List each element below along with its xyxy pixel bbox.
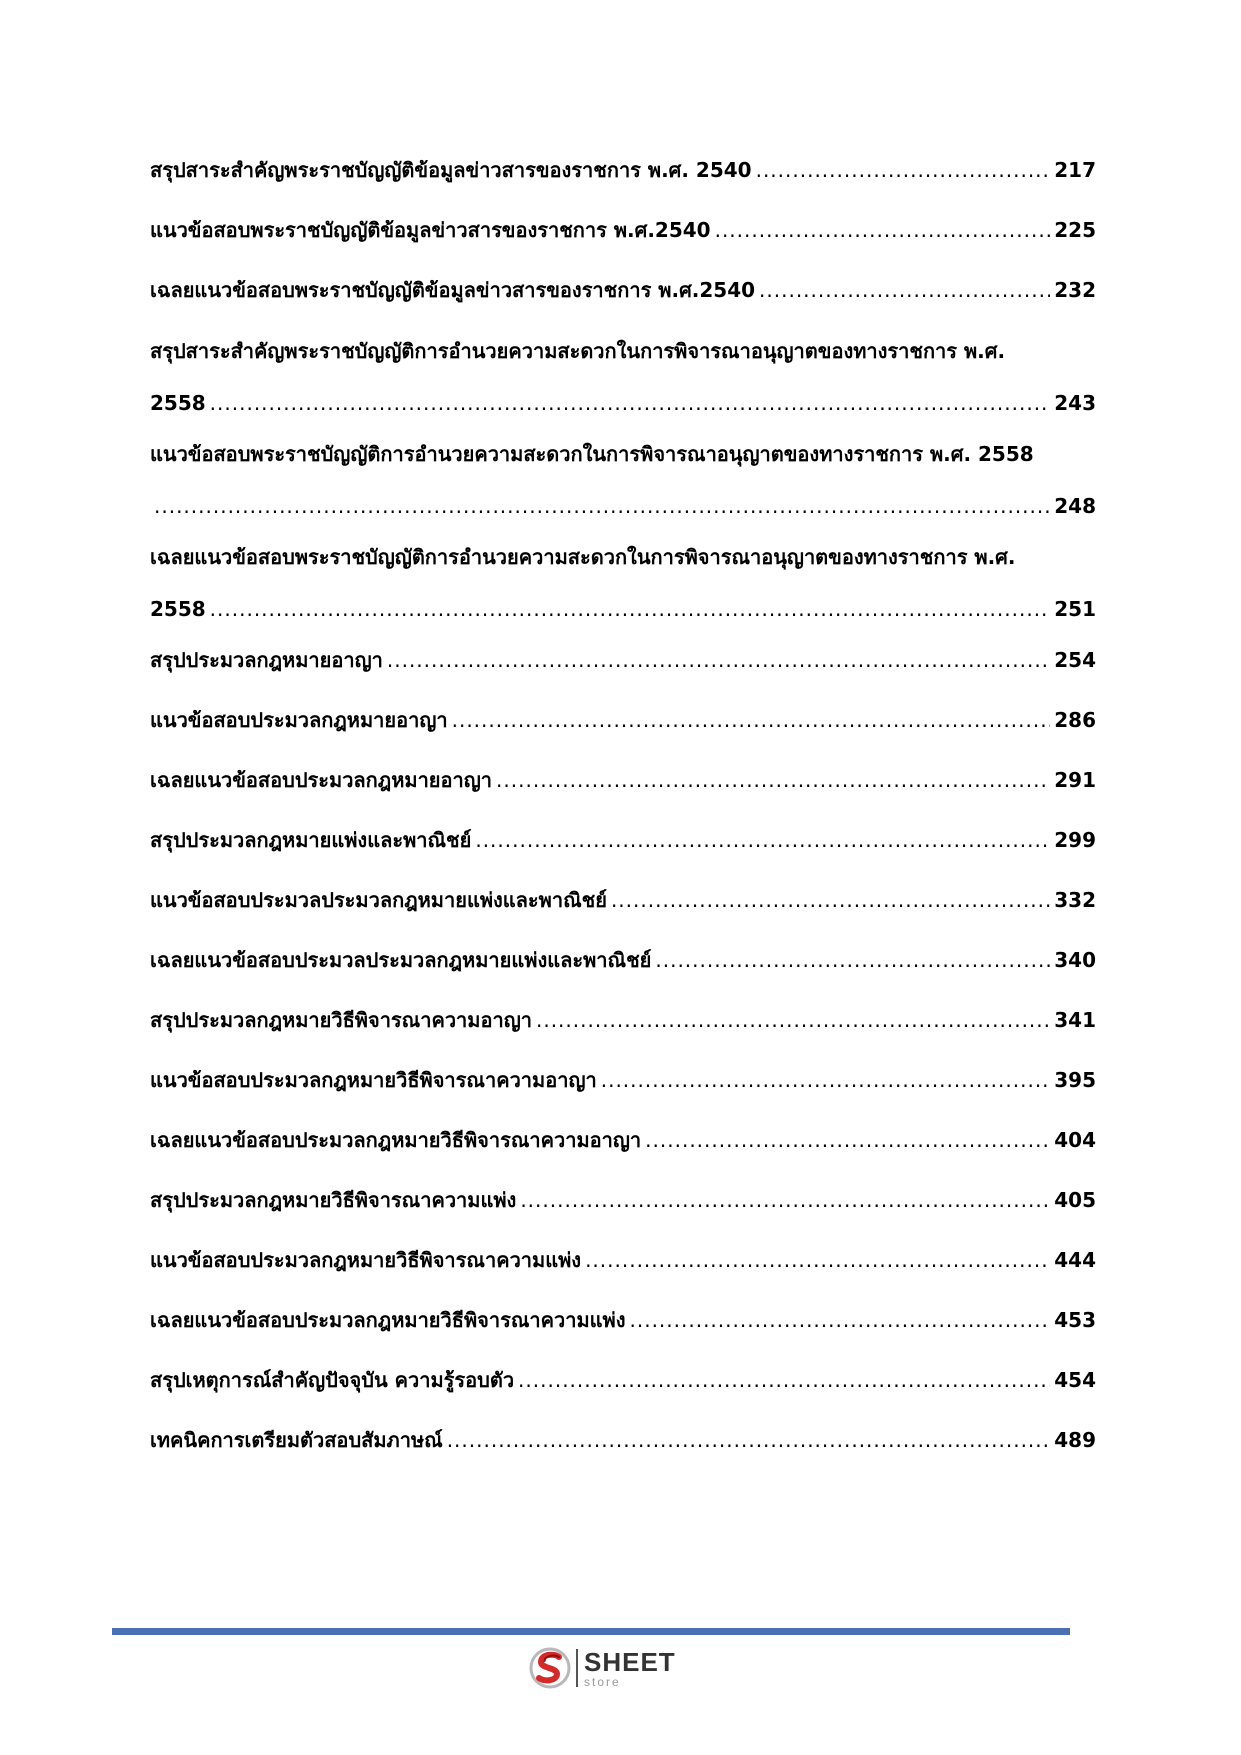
toc-entry-page: 225 — [1054, 218, 1096, 242]
toc-entry-title: เฉลยแนวข้อสอบประมวลกฎหมายอาญา — [150, 768, 493, 792]
dot-leader — [630, 1305, 1051, 1335]
toc-entry-title: เทคนิคการเตรียมตัวสอบสัมภาษณ์ — [150, 1428, 443, 1452]
toc-entry-page: 254 — [1054, 648, 1096, 672]
toc-entry-title-line1: เฉลยแนวข้อสอบพระราชบัญญัติการอำนวยความสะดวกในการพิจารณาอนุญาตของทางราชการ พ.ศ. — [150, 545, 1016, 569]
toc-entry-page: 404 — [1054, 1128, 1096, 1152]
toc-entry-title: เฉลยแนวข้อสอบประมวลประมวลกฎหมายแพ่งและพาณิชย์ — [150, 948, 652, 972]
toc-entry-title: สรุปสาระสำคัญพระราชบัญญัติข้อมูลข่าวสารของราชการ พ.ศ. 2540 — [150, 158, 752, 182]
toc-entry[interactable] — [150, 336, 1096, 418]
logo-main-text: SHEET — [584, 1646, 676, 1677]
toc-entry[interactable] — [150, 1125, 1096, 1155]
dot-leader — [154, 491, 1050, 521]
dot-leader — [475, 825, 1050, 855]
toc-entry[interactable] — [150, 275, 1096, 305]
toc-entry-title: แนวข้อสอบประมวลประมวลกฎหมายแพ่งและพาณิชย์ — [150, 888, 607, 912]
toc-entry[interactable] — [150, 945, 1096, 975]
toc-entry[interactable] — [150, 155, 1096, 185]
toc-entry-title: แนวข้อสอบประมวลกฎหมายวิธีพิจารณาความแพ่ง — [150, 1248, 582, 1272]
dot-leader — [447, 1425, 1051, 1455]
toc-entry-title: แนวข้อสอบพระราชบัญญัติข้อมูลข่าวสารของราชการ พ.ศ.2540 — [150, 218, 711, 242]
logo-divider — [576, 1649, 578, 1687]
toc-entry-page: 299 — [1054, 828, 1096, 852]
toc-entry-title: เฉลยแนวข้อสอบประมวลกฎหมายวิธีพิจารณาความแพ่ง — [150, 1308, 626, 1332]
dot-leader — [611, 885, 1050, 915]
toc-entry-page: 251 — [1054, 597, 1096, 621]
dot-leader — [520, 1185, 1050, 1215]
toc-entry-title: สรุปประมวลกฎหมายอาญา — [150, 648, 383, 672]
dot-leader — [496, 765, 1050, 795]
toc-entry-page: 332 — [1054, 888, 1096, 912]
sheet-store-s-logo-icon — [528, 1645, 572, 1691]
toc-entry-title-line1: แนวข้อสอบพระราชบัญญัติการอำนวยความสะดวกในการพิจารณาอนุญาตของทางราชการ พ.ศ. 2558 — [150, 442, 1034, 466]
toc-entry-page: 405 — [1054, 1188, 1096, 1212]
toc-entry-page: 341 — [1054, 1008, 1096, 1032]
dot-leader — [759, 275, 1050, 305]
dot-leader — [715, 215, 1051, 245]
toc-entry-title: สรุปเหตุการณ์สำคัญปัจจุบัน ความรู้รอบตัว — [150, 1368, 515, 1392]
toc-entry-page: 286 — [1054, 708, 1096, 732]
toc-entry[interactable] — [150, 215, 1096, 245]
toc-entry[interactable] — [150, 1185, 1096, 1215]
toc-entry[interactable] — [150, 885, 1096, 915]
toc-entry[interactable] — [150, 1005, 1096, 1035]
toc-entry-title: สรุปประมวลกฎหมายวิธีพิจารณาความแพ่ง — [150, 1188, 517, 1212]
dot-leader — [536, 1005, 1050, 1035]
toc-entry-page: 444 — [1054, 1248, 1096, 1272]
dot-leader — [518, 1365, 1050, 1395]
toc-entry[interactable] — [150, 1065, 1096, 1095]
toc-entry-title: แนวข้อสอบประมวลกฎหมายอาญา — [150, 708, 448, 732]
toc-entry[interactable] — [150, 1425, 1096, 1455]
dot-leader — [585, 1245, 1050, 1275]
toc-entry-page: 243 — [1054, 391, 1096, 415]
dot-leader — [452, 705, 1051, 735]
toc-entry-title-line2: 2558 — [150, 597, 206, 621]
toc-entry[interactable] — [150, 645, 1096, 675]
toc-entry-title: สรุปประมวลกฎหมายวิธีพิจารณาความอาญา — [150, 1008, 532, 1032]
toc-entry-page: 232 — [1054, 278, 1096, 302]
dot-leader — [756, 155, 1051, 185]
toc-entry[interactable] — [150, 542, 1096, 624]
dot-leader — [655, 945, 1050, 975]
toc-entry[interactable] — [150, 1365, 1096, 1395]
toc-entry-page: 340 — [1054, 948, 1096, 972]
logo-wordmark — [584, 1646, 676, 1689]
toc-entry[interactable] — [150, 705, 1096, 735]
dot-leader — [210, 594, 1051, 624]
toc-entry[interactable] — [150, 825, 1096, 855]
toc-entry[interactable] — [150, 765, 1096, 795]
toc-entry-title-line2: 2558 — [150, 391, 206, 415]
toc-entry-page: 453 — [1054, 1308, 1096, 1332]
dot-leader — [210, 388, 1051, 418]
toc-entry-title-line1: สรุปสาระสำคัญพระราชบัญญัติการอำนวยความสะดวกในการพิจารณาอนุญาตของทางราชการ พ.ศ. — [150, 339, 1006, 363]
toc-entry-page: 248 — [1054, 494, 1096, 518]
toc-entry[interactable] — [150, 1245, 1096, 1275]
toc-entry-page: 395 — [1054, 1068, 1096, 1092]
dot-leader — [387, 645, 1050, 675]
sheet-store-logo — [528, 1645, 676, 1691]
toc-entry-title: สรุปประมวลกฎหมายแพ่งและพาณิชย์ — [150, 828, 472, 852]
toc-entry-title: เฉลยแนวข้อสอบพระราชบัญญัติข้อมูลข่าวสารของราชการ พ.ศ.2540 — [150, 278, 756, 302]
toc-entry-page: 489 — [1054, 1428, 1096, 1452]
toc-entry[interactable] — [150, 1305, 1096, 1335]
logo-sub-text: store — [584, 1674, 621, 1689]
toc-entry-title: แนวข้อสอบประมวลกฎหมายวิธีพิจารณาความอาญา — [150, 1068, 597, 1092]
toc-entry-title: เฉลยแนวข้อสอบประมวลกฎหมายวิธีพิจารณาความอาญา — [150, 1128, 642, 1152]
dot-leader — [601, 1065, 1051, 1095]
toc-entry[interactable] — [150, 439, 1096, 521]
footer-divider-bar — [112, 1628, 1070, 1635]
toc-entry-page: 454 — [1054, 1368, 1096, 1392]
toc-entry-page: 291 — [1054, 768, 1096, 792]
toc-entry-page: 217 — [1054, 158, 1096, 182]
dot-leader — [645, 1125, 1050, 1155]
